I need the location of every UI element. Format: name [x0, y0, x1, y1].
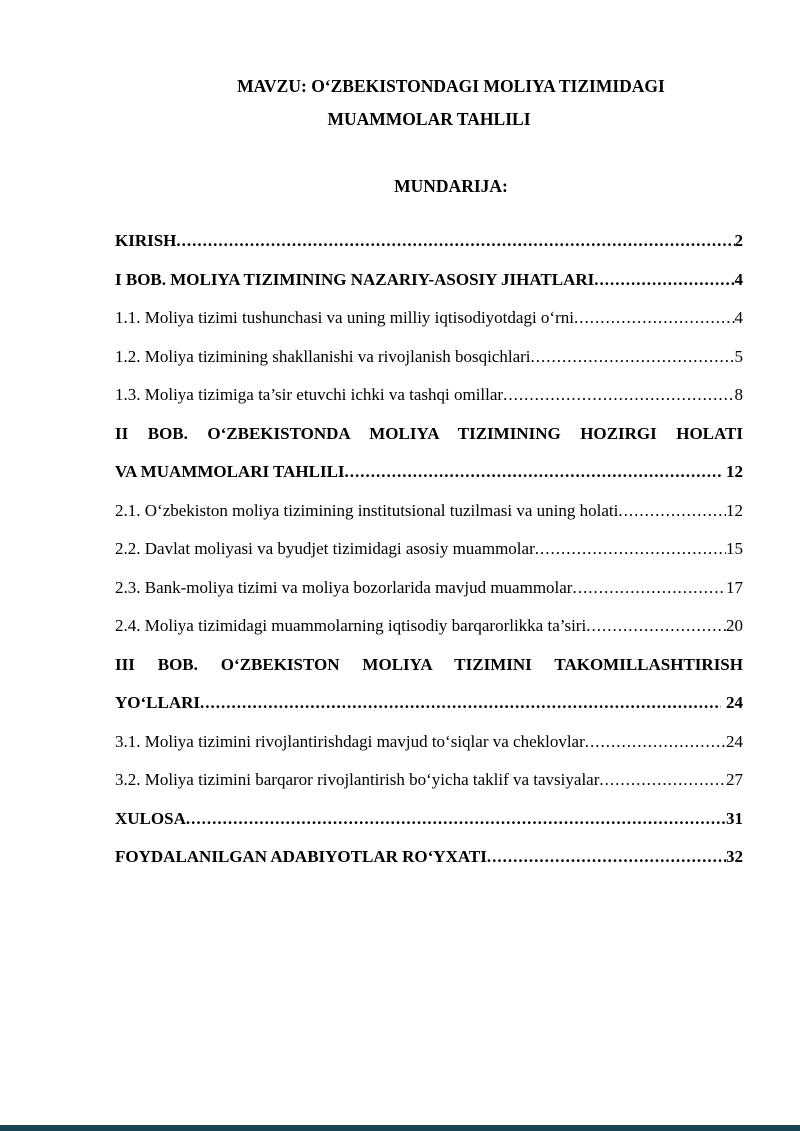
dot-leader: [535, 530, 726, 569]
dot-leader: [586, 607, 726, 646]
dot-leader: [599, 761, 726, 800]
toc-entry-1-1: [115, 299, 743, 338]
document-title-line1: MAVZU: O‘ZBEKISTONDAGI MOLIYA TIZIMIDAGI: [237, 76, 665, 96]
toc-entry-page: 8: [734, 385, 743, 404]
toc-entry-page: 17: [726, 577, 743, 597]
toc-entry-xulosa: [115, 800, 743, 839]
toc-entry-page: 32: [726, 847, 743, 866]
toc-heading: MUNDARIJA:: [394, 176, 508, 196]
toc-entry-text: XULOSA: [115, 808, 186, 828]
toc-entry-text: YO‘LLARI: [115, 693, 201, 712]
toc-entry-3-1: [115, 723, 743, 762]
toc-entry-1-3: [115, 376, 743, 415]
document-page: [115, 70, 743, 877]
toc-entry-2-4: [115, 607, 743, 646]
toc-entry-text: 3.1. Moliya tizimini rivojlantirishdagi mavjud to‘siqlar va cheklovlar: [115, 731, 585, 751]
toc-entry-text: FOYDALANILGAN ADABIYOTLAR RO‘YXATI: [115, 847, 487, 866]
toc-entry-page: 2: [734, 231, 743, 250]
toc-entry-text: 1.1. Moliya tizimi tushunchasi va uning milliy iqtisodiyotdagi o‘rni: [115, 308, 574, 327]
dot-leader: [200, 684, 721, 723]
toc-entry-bob2-line2: [115, 453, 743, 492]
toc-entry-2-2: [115, 530, 743, 569]
document-title-line2: MUAMMOLAR TAHLILI: [327, 109, 531, 129]
dot-leader: [574, 299, 735, 338]
dot-leader: [345, 453, 721, 492]
toc-entry-page: 5: [734, 346, 743, 366]
toc-entry-page: 31: [726, 808, 743, 828]
toc-entry-text: I BOB. MOLIYA TIZIMINING NAZARIY-ASOSIY JIHATLARI: [115, 269, 595, 289]
dot-leader: [585, 723, 726, 762]
toc-entry-bob3-line1: III BOB. O‘ZBEKISTON MOLIYA TIZIMINI TAKOMILLASHTIRISH: [115, 654, 743, 674]
dot-leader: [176, 222, 734, 261]
toc-entry-2-1: [115, 492, 743, 531]
toc-entry-text: 2.4. Moliya tizimidagi muammolarning iqtisodiy barqarorlikka ta’siri: [115, 616, 587, 635]
toc-entry-bob3-line2: [115, 684, 743, 723]
toc-entry-page: 4: [734, 269, 743, 289]
toc-entry-3-2: [115, 761, 743, 800]
toc-entry-2-3: [115, 569, 743, 608]
dot-leader: [186, 800, 726, 839]
toc-entry-page: 27: [726, 770, 743, 789]
toc-entry-text: 1.2. Moliya tizimining shakllanishi va rivojlanish bosqichlari: [115, 346, 531, 366]
page-bottom-bar: [0, 1125, 800, 1131]
dot-leader: [503, 376, 734, 415]
toc-entry-adabiyotlar: [115, 838, 743, 877]
toc-entry-page: 12: [726, 500, 743, 520]
toc-entry-page: 4: [734, 308, 743, 327]
toc-entry-page: 20: [726, 616, 743, 635]
dot-leader: [487, 838, 726, 877]
toc-entry-page: 15: [726, 539, 743, 558]
dot-leader: [531, 338, 735, 377]
toc-entry-page: 24: [726, 693, 743, 712]
dot-leader: [594, 261, 734, 300]
toc-entry-text: 2.1. O‘zbekiston moliya tizimining institutsional tuzilmasi va uning holati: [115, 500, 619, 520]
toc-entry-text: 2.3. Bank-moliya tizimi va moliya bozorlarida mavjud muammolar: [115, 577, 573, 597]
toc-entry-page: 12: [726, 462, 743, 481]
table-of-contents: [115, 222, 743, 877]
toc-entry-text: VA MUAMMOLARI TAHLILI: [115, 462, 345, 481]
toc-entry-bob1: [115, 261, 743, 300]
toc-entry-text: KIRISH: [115, 231, 177, 250]
toc-entry-text: 3.2. Moliya tizimini barqaror rivojlantirish bo‘yicha taklif va tavsiyalar: [115, 770, 600, 789]
dot-leader: [618, 492, 726, 531]
toc-entry-kirish: [115, 222, 743, 261]
toc-entry-page: 24: [726, 731, 743, 751]
toc-entry-text: 1.3. Moliya tizimiga ta’sir etuvchi ichki va tashqi omillar: [115, 385, 504, 404]
toc-entry-bob2-line1: II BOB. O‘ZBEKISTONDA MOLIYA TIZIMINING HOZIRGI HOLATI: [115, 423, 743, 443]
dot-leader: [572, 569, 726, 608]
toc-entry-text: 2.2. Davlat moliyasi va byudjet tizimidagi asosiy muammolar: [115, 539, 535, 558]
toc-entry-1-2: [115, 338, 743, 377]
